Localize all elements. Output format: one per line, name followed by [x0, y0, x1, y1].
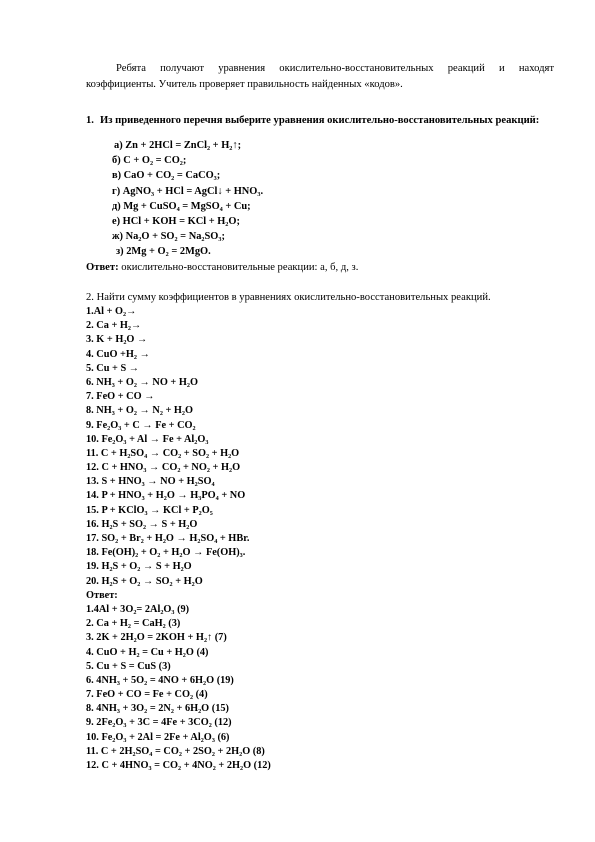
question-2-text: 2. Найти сумму коэффициентов в уравнениях окислительно-восстановительных реакций.: [86, 292, 491, 303]
equation-row: 17. SO₂ + Br₂ + H₂O → H₂SO₄ + HBr.: [86, 533, 250, 544]
equation-row: 1.Al + O₂→: [86, 306, 137, 317]
answer-row: 3. 2K + 2H₂O = 2KOH + H₂↑ (7): [86, 632, 227, 644]
question-1-text: Из приведенного перечня выберите уравнения окислительно-восстановительных реакций:: [99, 115, 540, 126]
option-g: г) AgNO₃ + HCl = AgCl↓ + HNO₃.: [112, 185, 264, 197]
answer-row: 11. C + 2H₂SO₄ = CO₂ + 2SO₂ + 2H₂O (8): [86, 745, 265, 757]
option-d: д) Mg + CuSO₄ = MgSO₄ + Cu;: [112, 200, 251, 212]
answer-text: окислительно-восстановительные реакции: а, б, д, з.: [121, 262, 359, 273]
equation-row: 9. Fe₂O₃ + C → Fe + CO₂: [86, 419, 196, 431]
equation-row: 19. H₂S + O₂ → S + H₂O: [86, 561, 192, 573]
equation-row: 10. Fe₂O₃ + Al → Fe + Al₂O₃: [86, 433, 209, 445]
question-1: [86, 114, 554, 128]
equation-row: 13. S + HNO₃ → NO + H₂SO₄: [86, 476, 215, 488]
answer-row: 4. CuO + H₂ = Cu + H₂O (4): [86, 646, 209, 658]
option-a: а) Zn + 2HCl = ZnCl₂ + H₂↑;: [114, 140, 242, 151]
equation-row: 18. Fe(OH)₂ + O₂ + H₂O → Fe(OH)₃.: [86, 547, 246, 559]
option-z: з) 2Mg + O₂ = 2MgO.: [116, 246, 211, 258]
answer-row: 1.4Al + 3O₂= 2Al₂O₃ (9): [86, 603, 190, 615]
equation-row: 6. NH₃ + O₂ → NO + H₂O: [86, 376, 198, 388]
answer-row: 7. FeO + CO = Fe + CO₂ (4): [86, 689, 208, 701]
intro-paragraph: Ребята получают уравнения окислительно-восстановительных реакций и находят коэффициенты. Учитель проверяет правильность найденных «кодов».: [86, 63, 554, 90]
equation-row: 16. H₂S + SO₂ → S + H₂O: [86, 518, 198, 530]
answer-row: 2. Ca + H₂ = CaH₂ (3): [86, 618, 181, 630]
answer-row: 6. 4NH₃ + 5O₂ = 4NO + 6H₂O (19): [86, 674, 234, 686]
question-1-options: [86, 140, 556, 262]
equation-row: 8. NH₃ + O₂ → N₂ + H₂O: [86, 405, 194, 417]
question-1-answer: [86, 262, 358, 273]
answer-row: 9. 2Fe₂O₃ + 3C = 4Fe + 3CO₂ (12): [86, 717, 232, 729]
answer-row: 5. Cu + S = CuS (3): [86, 660, 171, 672]
equation-row: 4. CuO +H₂ →: [86, 348, 150, 360]
equation-row: 12. C + HNO₃ → CO₂ + NO₂ + H₂O: [86, 462, 241, 474]
answer-row: 10. Fe₂O₃ + 2Al = 2Fe + Al₂O₃ (6): [86, 731, 230, 743]
question-2-answer-label: Ответ:: [86, 589, 118, 601]
option-zh: ж) Na₂O + SO₂ = Na₂SO₃;: [112, 231, 225, 243]
equation-row: 14. P + HNO₃ + H₂O → H₃PO₄ + NO: [86, 490, 246, 502]
answer-row: 12. C + 4HNO₃ = CO₂ + 4NO₂ + 2H₂O (12): [86, 760, 271, 771]
option-b: б) C + O₂ = CO₂;: [112, 155, 187, 167]
equation-row: 20. H₂S + O₂ → SO₂ + H₂O: [86, 575, 203, 587]
question-1-number: 1.: [86, 115, 94, 126]
answer-row: 8. 4NH₃ + 3O₂ = 2N₂ + 6H₂O (15): [86, 703, 229, 715]
equation-row: 15. P + KClO₃ → KCl + P₂O₅: [86, 504, 213, 516]
option-e: е) HCl + KOH = KCl + H₂O;: [112, 215, 240, 227]
question-2-list: [86, 305, 556, 773]
answer-label: Ответ:: [86, 262, 119, 273]
equation-row: 2. Ca + H₂→: [86, 320, 142, 332]
option-v: в) CaO + CO₂ = CaCO₃;: [112, 170, 221, 182]
equation-row: 7. FeO + CO →: [86, 391, 155, 403]
equation-row: 5. Cu + S →: [86, 362, 140, 374]
equation-row: 11. C + H₂SO₄ → CO₂ + SO₂ + H₂O: [86, 447, 240, 459]
equation-row: 3. K + H₂O →: [86, 334, 148, 346]
